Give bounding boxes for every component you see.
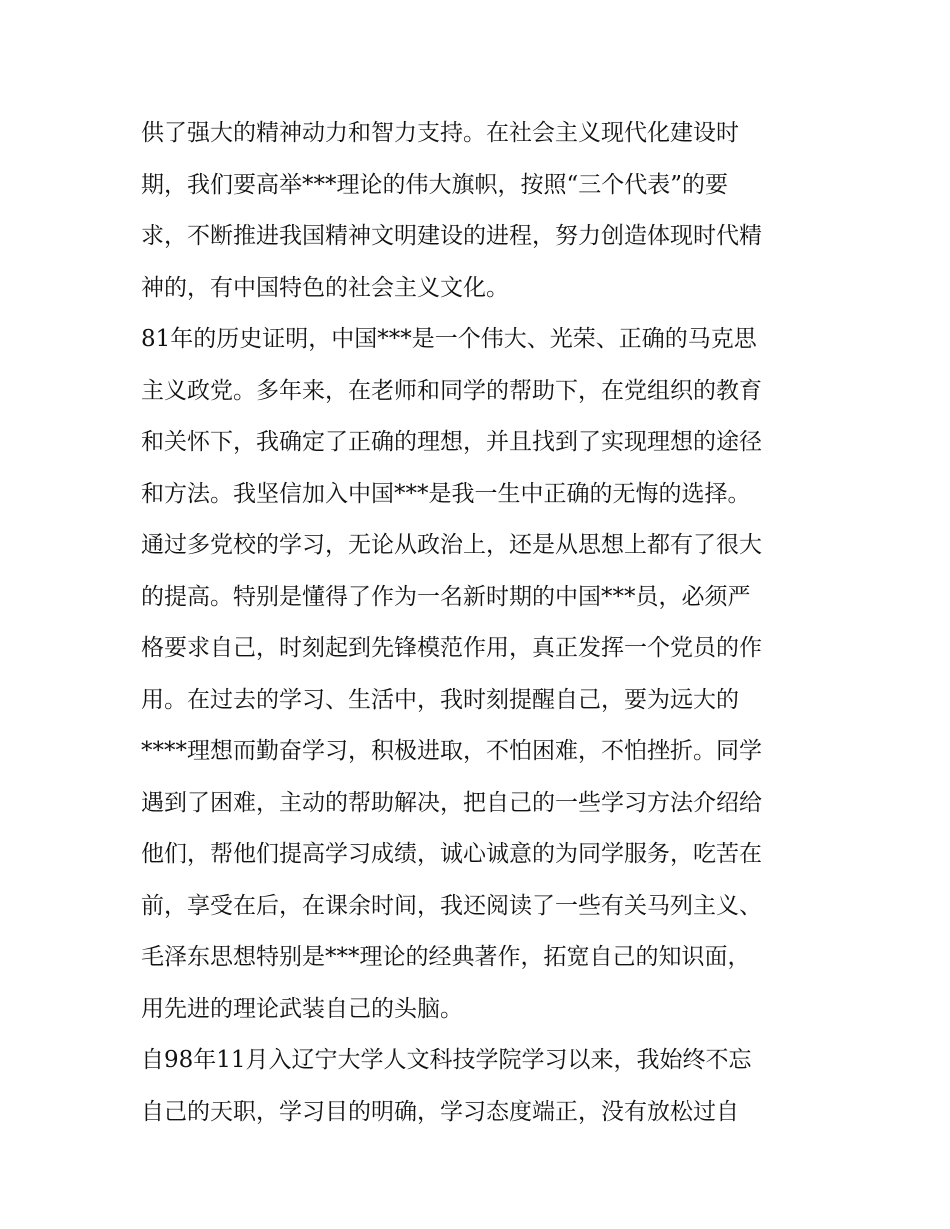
document-body (141, 108, 821, 1138)
text-line: 81年的历史证明，中国***是一个伟大、光荣、正确的马克思 (141, 326, 757, 352)
text-line: 遇到了困难，主动的帮助解决，把自己的一些学习方法介绍给 (141, 789, 762, 816)
text-line: 自98年11月入辽宁大学人文科技学院学习以来，我始终不忘 (141, 1047, 752, 1073)
text-line: 通过多党校的学习，无论从政治上，还是从思想上都有了很大 (141, 532, 762, 558)
text-line: 毛泽东思想特别是***理论的经典著作，拓宽自己的知识面， (141, 944, 751, 970)
text-line: 和方法。我坚信加入中国***是我一生中正确的无悔的选择。 (141, 480, 751, 507)
text-line: 期，我们要高举***理论的伟大旗帜，按照“三个代表”的要 (141, 171, 729, 198)
text-line: 用先进的理论武装自己的头脑。 (141, 995, 463, 1022)
text-line: 供了强大的精神动力和智力支持。在社会主义现代化建设时 (141, 120, 739, 146)
text-line: 神的，有中国特色的社会主义文化。 (141, 274, 509, 301)
text-line: 的提高。特别是懂得了作为一名新时期的中国***员，必须严 (141, 583, 751, 610)
text-line: ****理想而勤奋学习，积极进取，不怕困难，不怕挫折。同学 (141, 738, 762, 764)
text-line: 用。在过去的学习、生活中，我时刻提醒自己，要为远大的 (141, 686, 739, 713)
text-line: 自己的天职，学习目的明确，学习态度端正，没有放松过自 (141, 1098, 739, 1125)
text-line: 格要求自己，时刻起到先锋模范作用，真正发挥一个党员的作 (141, 635, 762, 661)
text-line: 前，享受在后，在课余时间，我还阅读了一些有关马列主义、 (141, 892, 762, 919)
text-line: 求，不断推进我国精神文明建设的进程，努力创造体现时代精 (141, 223, 762, 249)
text-line: 他们，帮他们提高学习成绩，诚心诚意的为同学服务，吃苦在 (141, 841, 762, 867)
text-line: 主义政党。多年来，在老师和同学的帮助下，在党组织的教育 (141, 377, 762, 404)
text-line: 和关怀下，我确定了正确的理想，并且找到了实现理想的途径 (141, 429, 762, 455)
